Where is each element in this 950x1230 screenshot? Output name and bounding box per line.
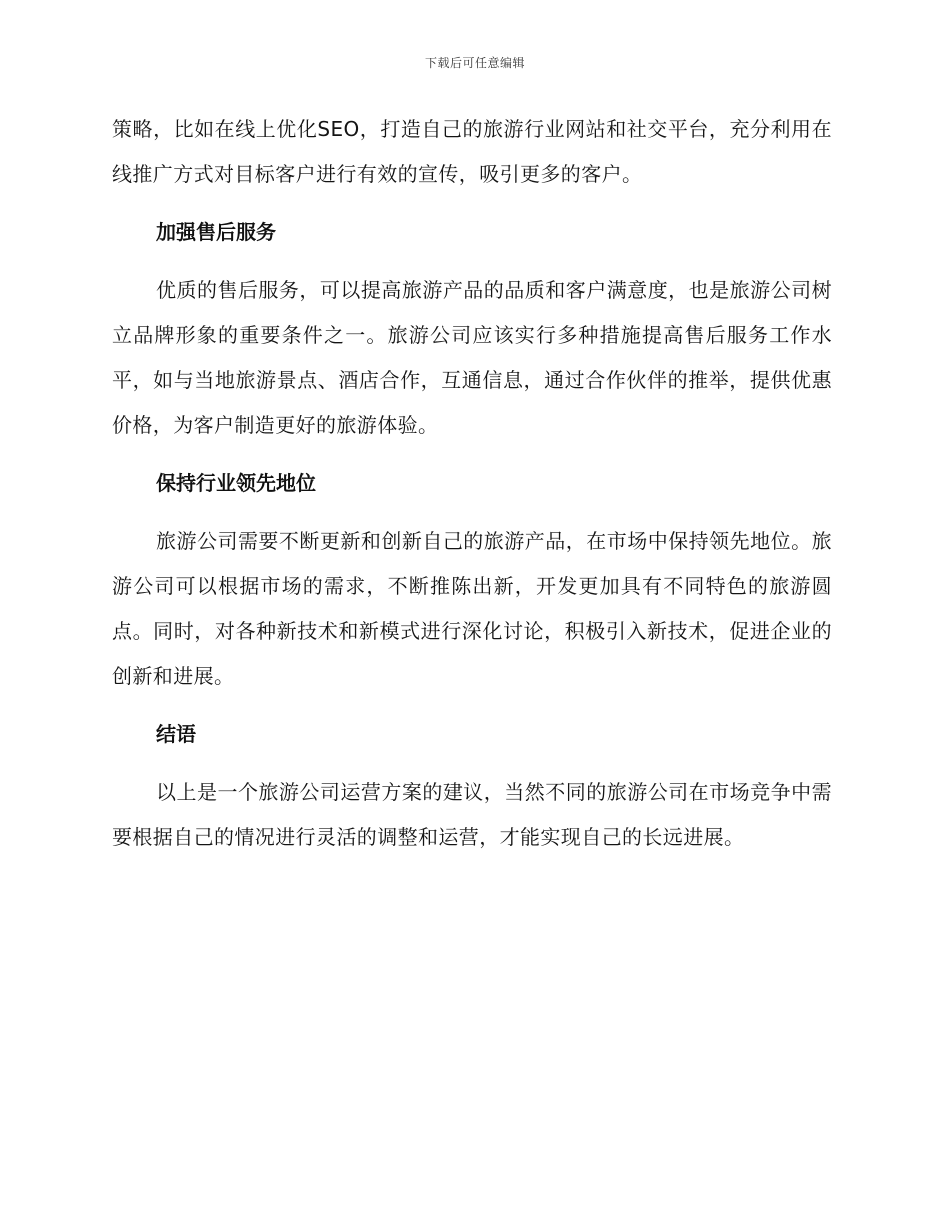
spacer	[112, 506, 832, 519]
page-header: 下载后可任意编辑	[424, 56, 525, 70]
paragraph-online-strategy: 策略，比如在线上优化SEO，打造自己的旅游行业网站和社交平台，充分利用在线推广方式对目标客户进行有效的宣传，吸引更多的客户。	[112, 117, 832, 186]
heading-industry-lead: 保持行业领先地位	[156, 471, 316, 495]
heading-after-sales: 加强售后服务	[156, 220, 276, 244]
paragraph-conclusion: 以上是一个旅游公司运营方案的建议，当然不同的旅游公司在市场竞争中需要根据自己的情况进行灵活的调整和运营，才能实现自己的长远进展。	[112, 780, 832, 849]
spacer	[112, 255, 832, 268]
heading-conclusion: 结语	[156, 722, 196, 746]
spacer	[112, 757, 832, 770]
spacer	[112, 448, 832, 461]
paragraph-after-sales: 优质的售后服务，可以提高旅游产品的品质和客户满意度，也是旅游公司树立品牌形象的重要条件之一。旅游公司应该实行多种措施提高售后服务工作水平，如与当地旅游景点、酒店合作，互通信息，通过合作伙伴的推举，提供优惠价格，为客户制造更好的旅游体验。	[112, 278, 832, 437]
spacer	[112, 197, 832, 210]
document-body	[112, 107, 832, 860]
spacer	[112, 699, 832, 712]
paragraph-industry-lead: 旅游公司需要不断更新和创新自己的旅游产品，在市场中保持领先地位。旅游公司可以根据市场的需求，不断推陈出新，开发更加具有不同特色的旅游圆点。同时，对各种新技术和新模式进行深化讨论，积极引入新技术，促进企业的创新和进展。	[112, 529, 832, 688]
